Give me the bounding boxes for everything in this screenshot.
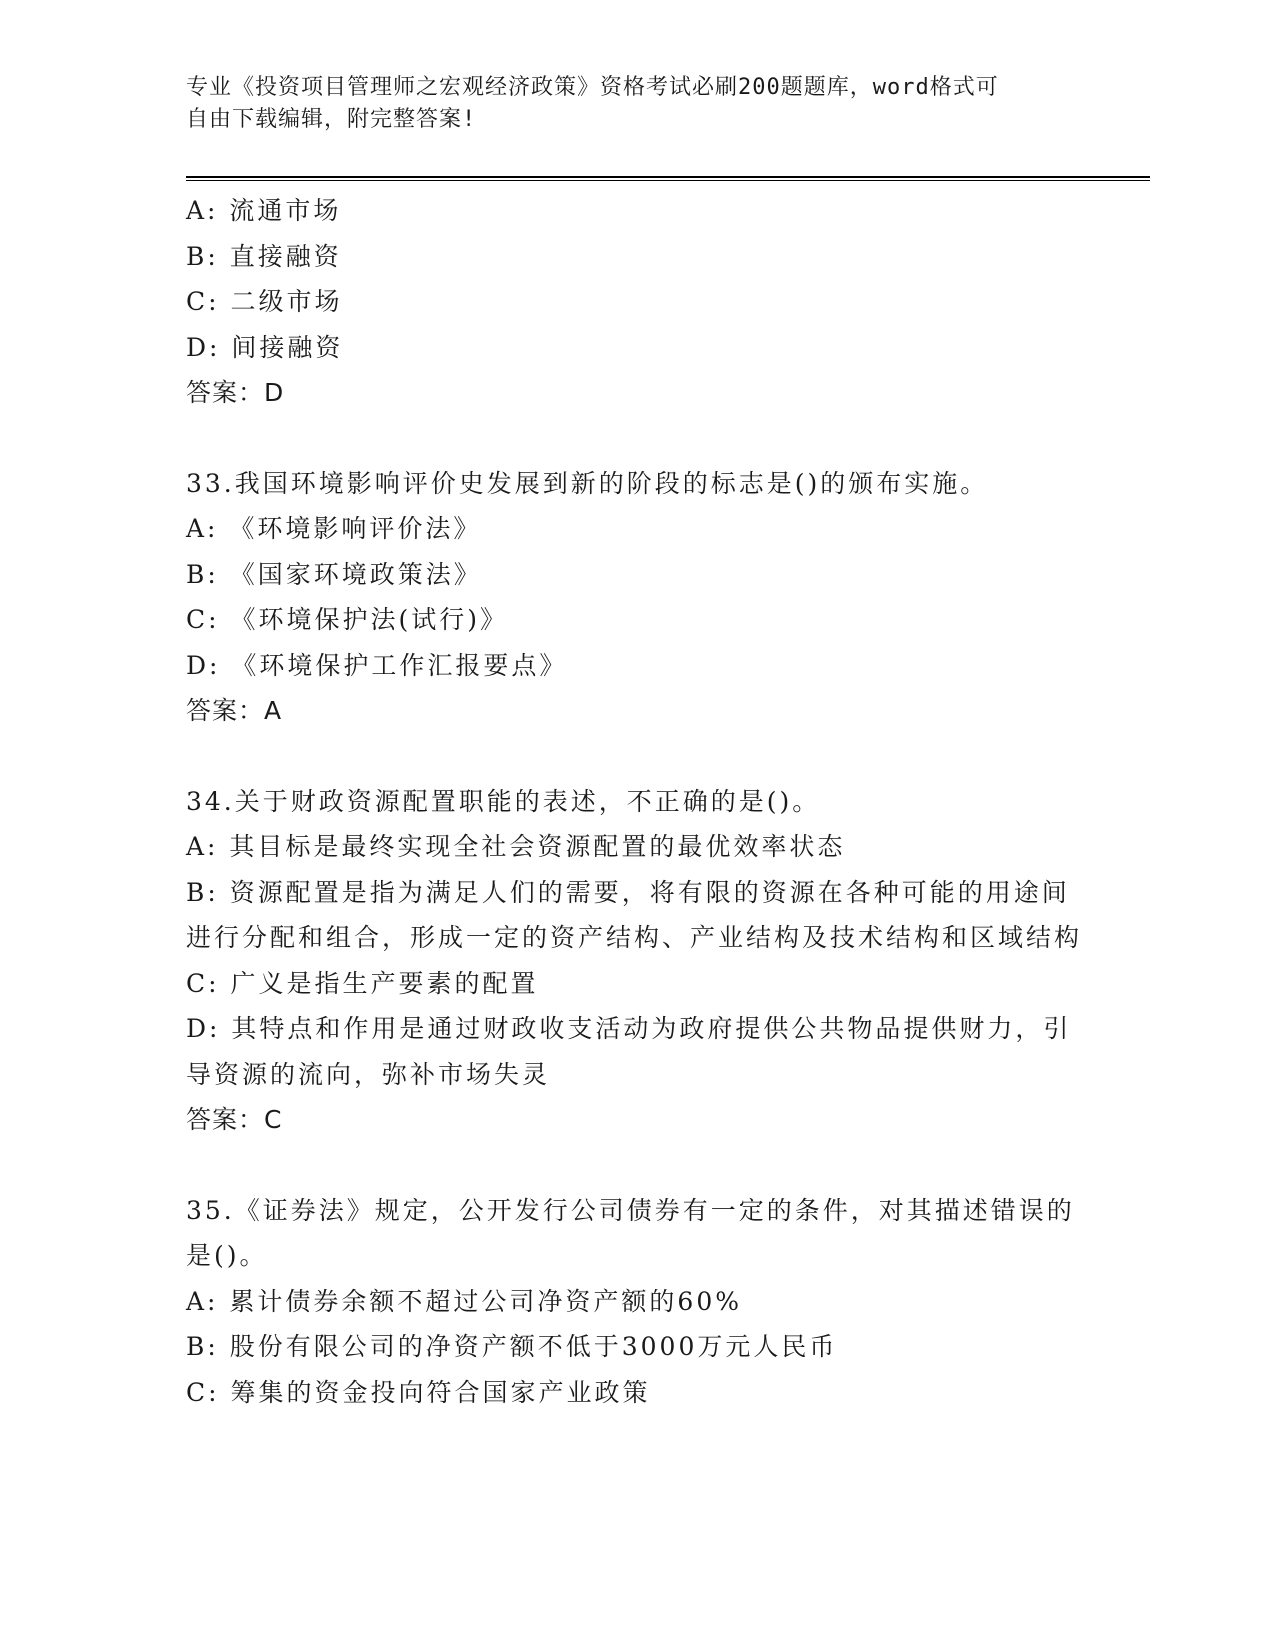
answer-line: 答案：D [186,378,285,407]
question-text: 34.关于财政资源配置职能的表述，不正确的是()。 [186,786,821,816]
option-c: C: 广义是指生产要素的配置 [186,968,539,998]
option-a: A: 《环境影响评价法》 [186,514,482,543]
option-b: B: 资源配置是指为满足人们的需要，将有限的资源在各种可能的用途间进行分配和组合，形成一定的资产结构、产业结构及技术结构和区域结构 [186,877,1083,952]
option-d: D: 《环境保护工作汇报要点》 [186,650,568,680]
option-d: D: 间接融资 [186,332,344,362]
option-c: C: 二级市场 [186,287,343,316]
question-block [186,188,1086,416]
question-list [186,188,1086,1415]
header-line-1: 专业《投资项目管理师之宏观经济政策》资格考试必刷200题题库，word格式可 [186,75,999,100]
answer-line: 答案：C [186,1105,283,1134]
question-block [186,461,1086,734]
header-divider [186,176,1150,181]
option-c: C: 筹集的资金投向符合国家产业政策 [186,1377,651,1407]
question-text: 33.我国环境影响评价史发展到新的阶段的标志是()的颁布实施。 [186,468,989,498]
question-text: 35.《证券法》规定，公开发行公司债券有一定的条件，对其描述错误的是()。 [186,1195,1075,1270]
option-b: B: 股份有限公司的净资产额不低于3000万元人民币 [186,1332,838,1361]
question-block [186,1188,1086,1416]
question-block [186,779,1086,1143]
option-c: C: 《环境保护法(试行)》 [186,605,509,634]
option-b: B: 《国家环境政策法》 [186,559,482,589]
option-b: B: 直接融资 [186,241,342,271]
header-line-2: 自由下载编辑，附完整答案! [186,107,477,132]
option-a: A: 流通市场 [186,196,342,225]
option-a: A: 其目标是最终实现全社会资源配置的最优效率状态 [186,832,846,861]
option-d: D: 其特点和作用是通过财政收支活动为政府提供公共物品提供财力，引导资源的流向，弥补市场失灵 [186,1014,1072,1089]
option-a: A: 累计债券余额不超过公司净资产额的60% [186,1286,742,1316]
answer-line: 答案：A [186,696,283,725]
page-header [186,72,1066,136]
